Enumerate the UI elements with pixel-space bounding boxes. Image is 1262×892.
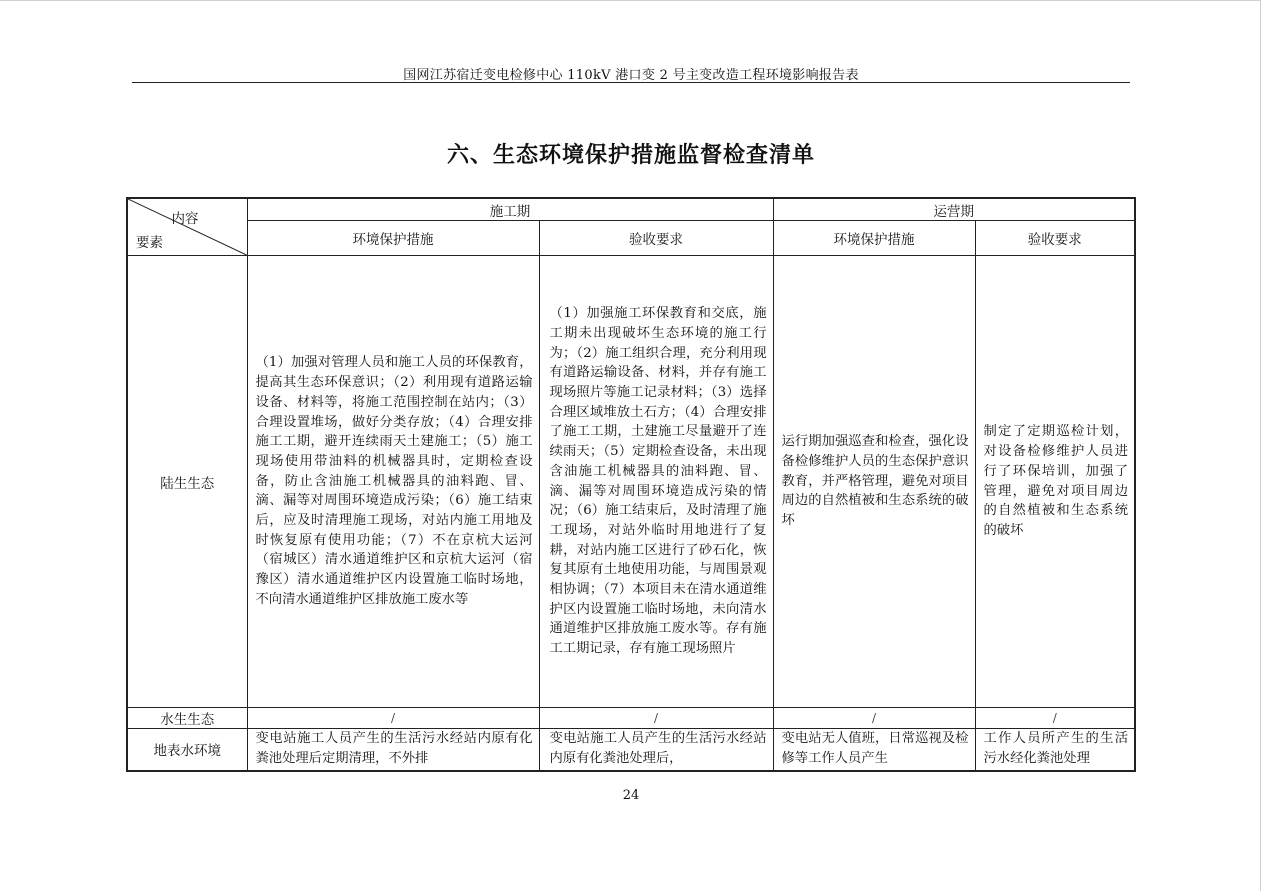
table-row: [127, 729, 1135, 771]
aquatic-construction-measures: /: [247, 708, 539, 729]
terrestrial-construction-acceptance: （1）加强施工环保教育和交底，施工期未出现破坏生态环境的施工行为；（2）施工组织合理，充分利用现有道路运输设备、材料，并存有施工现场照片等施工记录材料；（3）选择合理区域堆放土石方；（4）合理安排了施工工期，土建施工尽量避开了连续雨天；（5）定期检查设备，未出现含油施工机械器具的油料跑、冒、滴、漏等对周围环境造成污染的情况；（6）施工结束后，及时清理了施工现场，对站外临时用地进行了复耕，对站内施工区进行了砂石化，恢复其原有土地使用功能，与周围景观相协调；（7）本项目未在清水通道维护区内设置施工临时场地，未向清水通道维护区排放施工废水等。存有施工工期记录，存有施工现场照片: [539, 256, 773, 708]
corner-header-cell: [127, 198, 247, 256]
table-row: [127, 256, 1135, 708]
terrestrial-operation-measures: 运行期加强巡查和检查，强化设备检修维护人员的生态保护意识教育，并严格管理，避免对项目周边的自然植被和生态系统的破坏: [773, 256, 975, 708]
col-header-operation-measures: 环境保护措施: [773, 221, 975, 256]
supervision-checklist-table: [126, 197, 1136, 772]
group-header-construction: 施工期: [247, 198, 773, 221]
table-row: [127, 708, 1135, 729]
terrestrial-operation-acceptance: 制定了定期巡检计划，对设备检修维护人员进行了环保培训，加强了管理，避免对项目周边的自然植被和生态系统的破坏: [975, 256, 1135, 708]
surface-water-operation-acceptance: 工作人员所产生的生活污水经化粪池处理: [975, 729, 1135, 771]
surface-water-construction-acceptance: 变电站施工人员产生的生活污水经站内原有化粪池处理后，: [539, 729, 773, 771]
running-header: 国网江苏宿迁变电检修中心 110kV 港口变 2 号主变改造工程环境影响报告表: [403, 68, 859, 83]
header-rule: [132, 82, 1130, 83]
surface-water-operation-measures: 变电站无人值班，日常巡视及检修等工作人员产生: [773, 729, 975, 771]
group-header-operation: 运营期: [773, 198, 1135, 221]
col-header-operation-acceptance: 验收要求: [975, 221, 1135, 256]
row-label-surface-water: 地表水环境: [127, 729, 247, 771]
corner-label-content: 内容: [171, 211, 199, 227]
row-label-terrestrial-ecology: 陆生生态: [127, 256, 247, 708]
col-header-construction-acceptance: 验收要求: [539, 221, 773, 256]
corner-label-element: 要素: [136, 235, 163, 251]
section-title: 六、生态环境保护措施监督检查清单: [446, 143, 815, 168]
row-label-aquatic-ecology: 水生生态: [127, 708, 247, 729]
aquatic-operation-acceptance: /: [975, 708, 1135, 729]
terrestrial-construction-measures: （1）加强对管理人员和施工人员的环保教育，提高其生态环保意识；（2）利用现有道路运输设备、材料等，将施工范围控制在站内；（3）合理设置堆场，做好分类存放；（4）合理安排施工工期，避开连续雨天土建施工；（5）施工现场使用带油料的机械器具时，定期检查设备，防止含油施工机械器具的油料跑、冒、滴、漏等对周围环境造成污染；（6）施工结束后，应及时清理施工现场，对站内施工用地及时恢复原有使用功能；（7）不在京杭大运河（宿城区）清水通道维护区和京杭大运河（宿豫区）清水通道维护区内设置施工临时场地，不向清水通道维护区排放施工废水等: [247, 256, 539, 708]
surface-water-construction-measures: 变电站施工人员产生的生活污水经站内原有化粪池处理后定期清理，不外排: [247, 729, 539, 771]
col-header-construction-measures: 环境保护措施: [247, 221, 539, 256]
aquatic-construction-acceptance: /: [539, 708, 773, 729]
page-number: 24: [622, 788, 640, 803]
aquatic-operation-measures: /: [773, 708, 975, 729]
